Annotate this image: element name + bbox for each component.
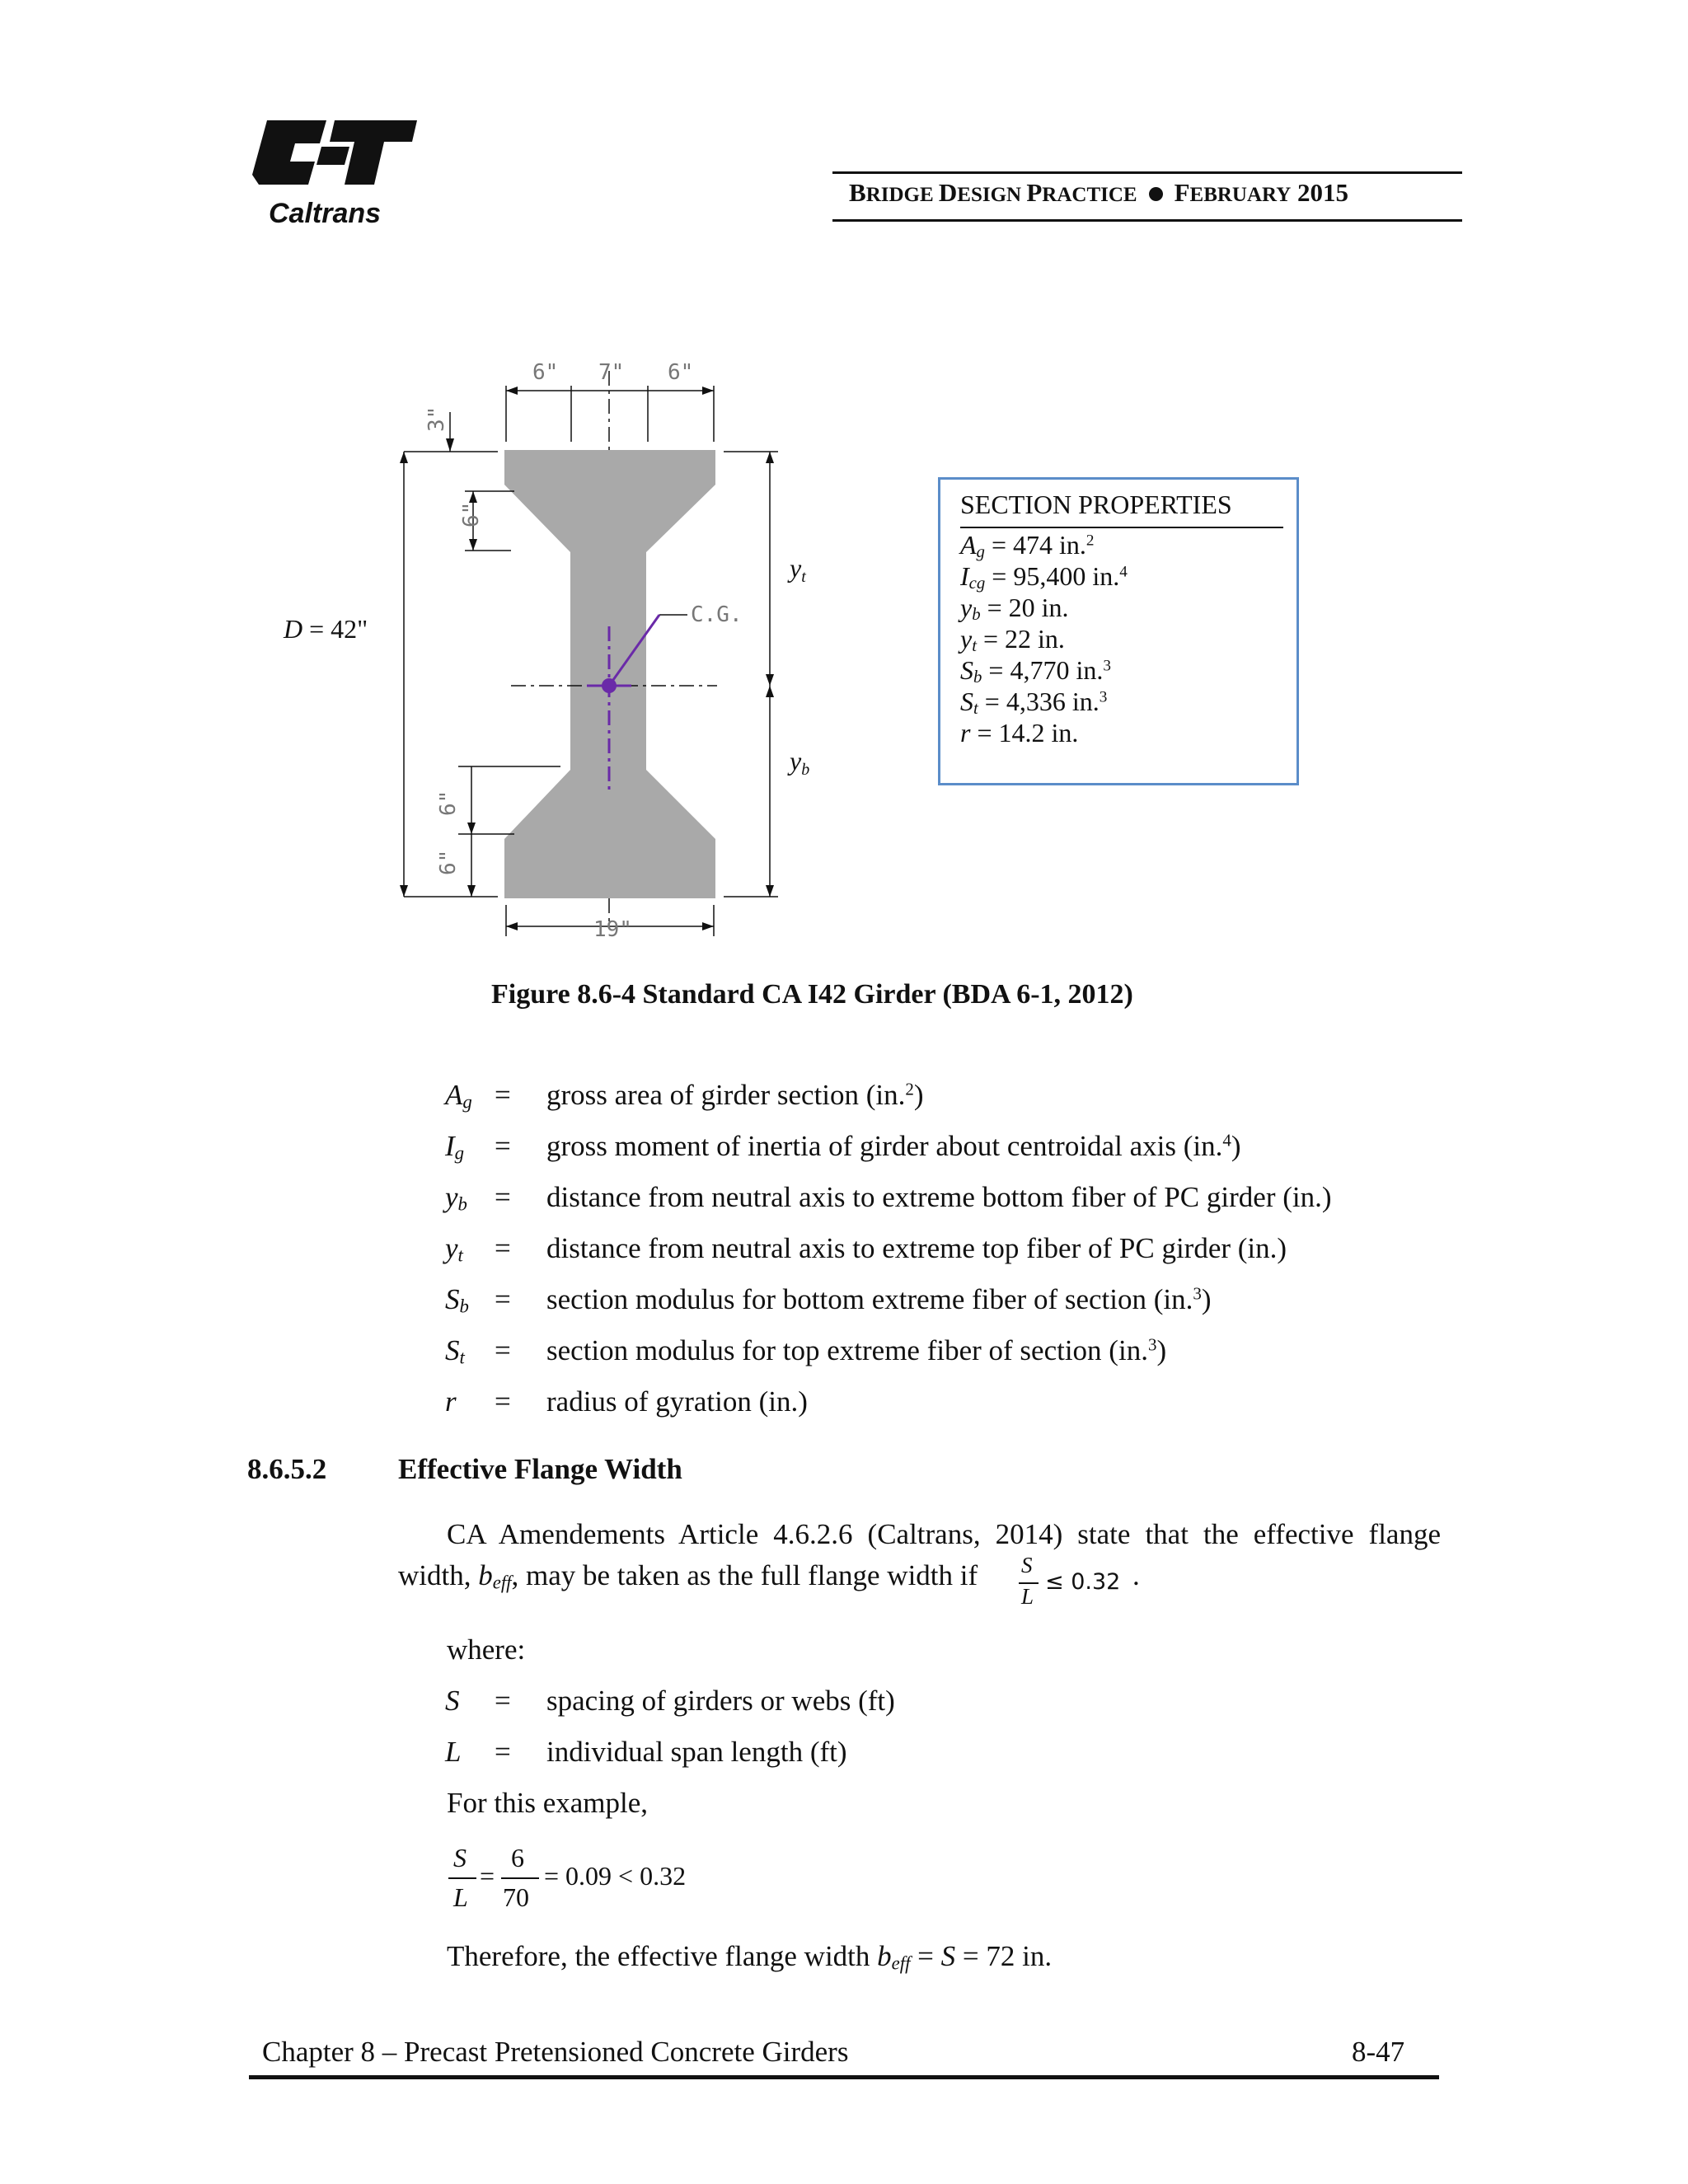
- def-symbol: $y_b$: [445, 1181, 467, 1215]
- where-label: where:: [447, 1633, 526, 1666]
- prop-row: $y_b = 20$ in.: [960, 593, 1069, 625]
- header-rule-top: [832, 171, 1462, 174]
- section-number: 8.6.5.2: [247, 1453, 327, 1485]
- def-symbol: $S_t$: [445, 1334, 465, 1368]
- girder-section-figure: [247, 350, 907, 944]
- d-label: D: [284, 614, 303, 644]
- prop-row: $I_{cg} = 95,400$ in.$^4$: [960, 561, 1128, 593]
- def-symbol: r: [445, 1385, 457, 1418]
- paragraph-line: width, $b_{eff}$, may be taken as the full flange width if: [398, 1559, 978, 1593]
- def-text: radius of gyration (in.): [546, 1385, 808, 1418]
- eq-den-l: L: [453, 1882, 468, 1912]
- cg-label: C.G.: [691, 602, 743, 627]
- yb-sub: b: [801, 761, 810, 779]
- def-equals: =: [495, 1181, 511, 1213]
- inline-frac-relation: ≤ 0.32: [1045, 1569, 1121, 1595]
- dim-top-1: 6": [532, 360, 559, 385]
- def-text: gross moment of inertia of girder about centroidal axis (in.$^4$): [546, 1130, 1241, 1162]
- prop-row: $S_b = 4,770$ in.$^3$: [960, 655, 1111, 687]
- header-rule-bottom: [832, 219, 1462, 222]
- eq-num-s: S: [453, 1843, 467, 1872]
- def-equals: =: [495, 1385, 511, 1418]
- def-symbol: $A_g$: [445, 1079, 472, 1113]
- yt-label: y: [790, 553, 802, 583]
- section-properties-rule: [960, 527, 1283, 528]
- caltrans-logo: [252, 105, 417, 229]
- dim-6-bot1: 6": [436, 790, 461, 816]
- def-text: gross area of girder section (in.$^2$): [546, 1079, 924, 1111]
- prop-row: $y_t = 22$ in.: [960, 624, 1065, 656]
- def-symbol: L: [445, 1736, 462, 1768]
- def-equals: =: [495, 1079, 511, 1111]
- eq-frac-bar-1: [448, 1877, 476, 1879]
- eq-den-70: 70: [503, 1882, 529, 1912]
- def-equals: =: [495, 1283, 511, 1315]
- paragraph-end: .: [1132, 1559, 1140, 1591]
- prop-row: $A_g = 474$ in.$^2$: [960, 530, 1095, 562]
- inline-frac-den: L: [1021, 1584, 1034, 1609]
- footer-chapter: Chapter 8 – Precast Pretensioned Concrete Girders: [262, 2036, 849, 2068]
- paragraph-line: CA Amendements Article 4.6.2.6 (Caltrans, 2014) state that the effective flange: [447, 1518, 1441, 1550]
- svg-text:yt: [787, 553, 806, 586]
- prop-row: $S_t = 4,336$ in.$^3$: [960, 687, 1108, 719]
- dim-6-bot2: 6": [436, 849, 461, 875]
- def-symbol: $y_t$: [445, 1232, 463, 1266]
- svg-text:D = 42": [283, 614, 368, 644]
- inline-frac-num: S: [1021, 1553, 1033, 1577]
- def-symbol: S: [445, 1685, 460, 1717]
- footer-rule: [249, 2075, 1439, 2079]
- dim-6-top: 6": [459, 501, 484, 527]
- prop-row: r = 14.2 in.: [960, 718, 1079, 748]
- section-properties-box: [938, 477, 1299, 785]
- def-text: section modulus for bottom extreme fiber of section (in.$^3$): [546, 1283, 1212, 1315]
- eq-frac-bar-2: [501, 1877, 539, 1879]
- def-symbol: $S_b$: [445, 1283, 469, 1317]
- def-text: section modulus for top extreme fiber of section (in.$^3$): [546, 1334, 1167, 1366]
- bullet-icon: [1149, 187, 1163, 201]
- therefore-line: Therefore, the effective flange width $b_{eff} = S = 72$ in.: [447, 1940, 1053, 1974]
- cg-point: [602, 678, 617, 693]
- d-value: = 42": [302, 614, 368, 644]
- def-symbol: $I_g$: [445, 1130, 465, 1164]
- svg-text:yb: [787, 746, 809, 779]
- dim-bottom: 19": [593, 917, 632, 942]
- def-equals: =: [495, 1232, 511, 1264]
- figure-caption: Figure 8.6-4 Standard CA I42 Girder (BDA 6-1, 2012): [491, 979, 1133, 1010]
- def-text: distance from neutral axis to extreme bottom fiber of PC girder (in.): [546, 1181, 1332, 1213]
- eq-num-6: 6: [511, 1843, 524, 1872]
- def-text: individual span length (ft): [546, 1736, 847, 1768]
- dim-top-2: 7": [598, 360, 625, 385]
- section-title: Effective Flange Width: [398, 1453, 682, 1485]
- yt-sub: t: [801, 568, 806, 586]
- header-title: BRIDGE DESIGN PRACTICE FEBRUARY 2015: [849, 178, 1349, 207]
- for-example-label: For this example,: [447, 1787, 648, 1819]
- def-equals: =: [495, 1685, 511, 1717]
- section-properties-title: SECTION PROPERTIES: [960, 490, 1232, 519]
- yb-label: y: [790, 746, 802, 776]
- eq-equals: =: [480, 1861, 495, 1891]
- eq-result: = 0.09 < 0.32: [544, 1861, 687, 1891]
- def-equals: =: [495, 1130, 511, 1162]
- footer-page-number: 8-47: [1352, 2036, 1405, 2068]
- def-equals: =: [495, 1736, 511, 1768]
- dim-3: 3": [424, 405, 449, 432]
- def-text: spacing of girders or webs (ft): [546, 1685, 895, 1717]
- def-equals: =: [495, 1334, 511, 1366]
- def-text: distance from neutral axis to extreme top fiber of PC girder (in.): [546, 1232, 1287, 1264]
- dim-top-3: 6": [668, 360, 694, 385]
- logo-wordmark: Caltrans: [269, 198, 382, 229]
